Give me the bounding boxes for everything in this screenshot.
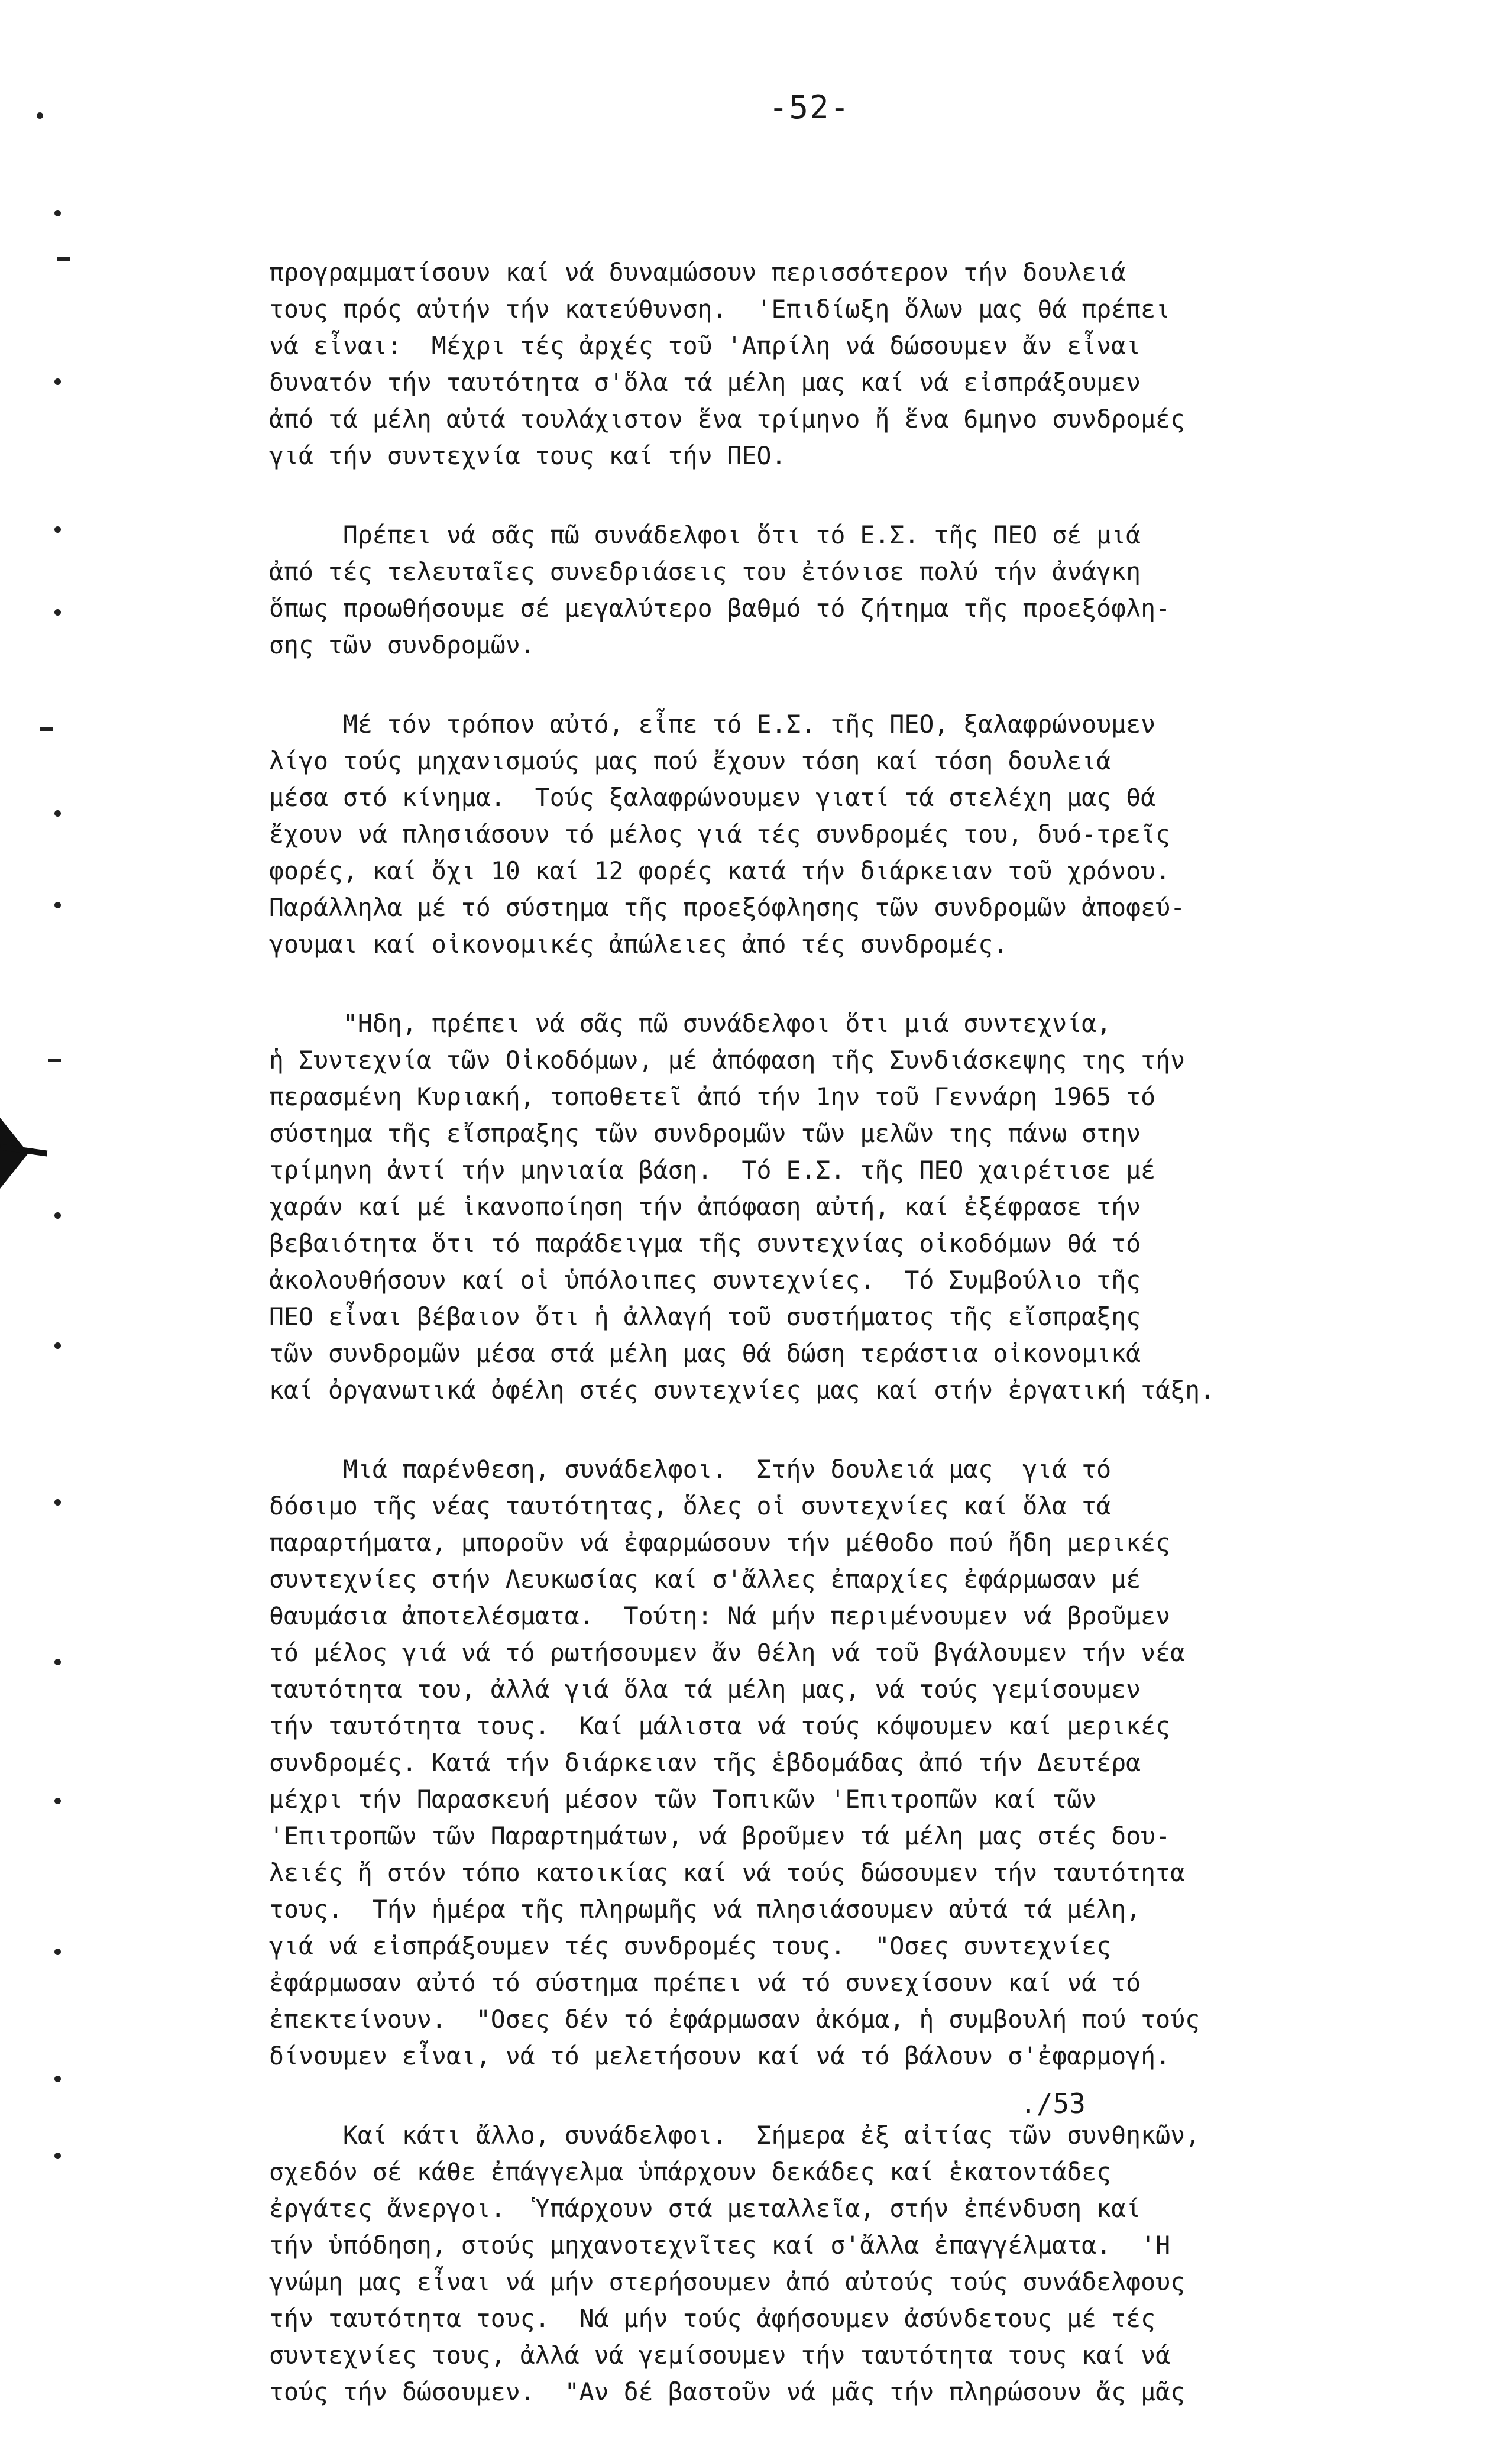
text-line: δυνατόν τήν ταυτότητα σ'ὅλα τά μέλη μας καί νά εἰσπράξουμεν bbox=[269, 368, 1141, 397]
text-line: δίνουμεν εἶναι, νά τό μελετήσουν καί νά τό βάλουν σ'ἐφαρμογή. bbox=[269, 2041, 1171, 2070]
continuation-marker: ./53 bbox=[1020, 2088, 1086, 2119]
margin-mark bbox=[54, 1949, 61, 1955]
text-line: Καί κάτι ἄλλο, συνάδελφοι. Σήμερα ἐξ αἰτίας τῶν συνθηκῶν, bbox=[269, 2121, 1200, 2150]
text-line: θαυμάσια ἀποτελέσματα. Τούτη: Νά μήν περιμένουμεν νά βροῦμεν bbox=[269, 1601, 1171, 1630]
text-line: μέσα στό κίνημα. Τούς ξαλαφρώνουμεν γιατί τά στελέχη μας θά bbox=[269, 783, 1156, 812]
text-line: φορές, καί ὄχι 10 καί 12 φορές κατά τήν διάρκειαν τοῦ χρόνου. bbox=[269, 856, 1171, 885]
text-line: ἀπό τά μέλη αὐτά τουλάχιστον ἕνα τρίμηνο ἤ ἕνα 6μηνο συνδρομές bbox=[269, 404, 1186, 433]
text-line: τήν ταυτότητα τους. Καί μάλιστα νά τούς κόψουμεν καί μερικές bbox=[269, 1711, 1171, 1740]
text-line: ἡ Συντεχνία τῶν Οἰκοδόμων, μέ ἀπόφαση τῆς Συνδιάσκεψης της τήν bbox=[269, 1046, 1186, 1075]
margin-mark bbox=[40, 727, 53, 731]
text-line: Μιά παρένθεση, συνάδελφοι. Στήν δουλειά μας γιά τό bbox=[269, 1455, 1112, 1484]
margin-mark bbox=[54, 609, 61, 616]
text-line: Πρέπει νά σᾶς πῶ συνάδελφοι ὅτι τό Ε.Σ. τῆς ΠΕΟ σέ μιά bbox=[269, 520, 1141, 549]
text-line: παραρτήματα, μποροῦν νά ἐφαρμώσουν τήν μέθοδο πού ἤδη μερικές bbox=[269, 1528, 1171, 1557]
text-line: τους πρός αὐτήν τήν κατεύθυνση. 'Επιδίωξη ὅλων μας θά πρέπει bbox=[269, 295, 1171, 323]
text-line: γουμαι καί οἰκονομικές ἀπώλειες ἀπό τές συνδρομές. bbox=[269, 930, 1008, 959]
margin-mark bbox=[37, 112, 43, 119]
text-line: λίγο τούς μηχανισμούς μας πού ἔχουν τόση καί τόση δουλειά bbox=[269, 746, 1112, 775]
margin-mark bbox=[54, 526, 61, 533]
text-line: ἐργάτες ἄνεργοι. Ὑπάρχουν στά μεταλλεῖα, στήν ἐπένδυση καί bbox=[269, 2194, 1141, 2223]
text-line: ΠΕΟ εἶναι βέβαιον ὅτι ἡ ἀλλαγή τοῦ συστήματος τῆς εἴσπραξης bbox=[269, 1302, 1141, 1331]
text-line: τήν ταυτότητα τους. Νά μήν τούς ἀφήσουμεν ἀσύνδετους μέ τές bbox=[269, 2304, 1156, 2333]
margin-mark bbox=[54, 210, 61, 216]
document-body bbox=[269, 254, 1475, 2453]
text-line: γιά νά εἰσπράξουμεν τές συνδρομές τους. "Οσες συντεχνίες bbox=[269, 1931, 1112, 1960]
margin-mark bbox=[54, 1798, 61, 1804]
paragraph bbox=[269, 1005, 1475, 1409]
margin-mark bbox=[54, 1659, 61, 1665]
margin-mark bbox=[54, 1212, 61, 1219]
text-line: σχεδόν σέ κάθε ἐπάγγελμα ὑπάρχουν δεκάδες καί ἑκατοντάδες bbox=[269, 2157, 1112, 2186]
text-line: χαράν καί μέ ἱκανοποίηση τήν ἀπόφαση αὐτή, καί ἐξέφρασε τήν bbox=[269, 1192, 1141, 1221]
text-line: συντεχνίες τους, ἀλλά νά γεμίσουμεν τήν ταυτότητα τους καί νά bbox=[269, 2341, 1171, 2370]
text-line: νά εἶναι: Μέχρι τές ἀρχές τοῦ 'Απρίλη νά δώσουμεν ἄν εἶναι bbox=[269, 331, 1141, 360]
text-line: περασμένη Κυριακή, τοποθετεῖ ἀπό τήν 1ην τοῦ Γεννάρη 1965 τό bbox=[269, 1082, 1156, 1111]
text-line: τούς τήν δώσουμεν. "Αν δέ βαστοῦν νά μᾶς τήν πληρώσουν ἄς μᾶς bbox=[269, 2377, 1186, 2406]
text-line: τρίμηνη ἀντί τήν μηνιαία βάση. Τό Ε.Σ. τῆς ΠΕΟ χαιρέτισε μέ bbox=[269, 1156, 1156, 1185]
page-number: -52- bbox=[769, 89, 851, 126]
text-line: τό μέλος γιά νά τό ρωτήσουμεν ἄν θέλη νά τοῦ βγάλουμεν τήν νέα bbox=[269, 1638, 1186, 1667]
text-line: σύστημα τῆς εἴσπραξης τῶν συνδρομῶν τῶν μελῶν της πάνω στην bbox=[269, 1119, 1141, 1148]
text-line: ἔχουν νά πλησιάσουν τό μέλος γιά τές συνδρομές του, δυό-τρεῖς bbox=[269, 820, 1171, 849]
margin-mark bbox=[54, 2153, 61, 2159]
text-line: ἀκολουθήσουν καί οἱ ὑπόλοιπες συντεχνίες. Τό Συμβούλιο τῆς bbox=[269, 1266, 1141, 1295]
paragraph bbox=[269, 2117, 1475, 2410]
text-line: τῶν συνδρομῶν μέσα στά μέλη μας θά δώση τεράστια οἰκονομικά bbox=[269, 1339, 1141, 1368]
margin-mark bbox=[54, 1499, 61, 1506]
paragraph bbox=[269, 254, 1475, 474]
paragraph bbox=[269, 517, 1475, 664]
text-line: γιά τήν συντεχνία τους καί τήν ΠΕΟ. bbox=[269, 441, 786, 470]
text-line: τους. Τήν ἡμέρα τῆς πληρωμῆς νά πλησιάσουμεν αὐτά τά μέλη, bbox=[269, 1895, 1141, 1924]
text-line: ὅπως προωθήσουμε σέ μεγαλύτερο βαθμό τό ζήτημα τῆς προεξόφλη- bbox=[269, 594, 1171, 623]
text-line: τήν ὑπόδηση, στούς μηχανοτεχνῖτες καί σ'ἄλλα ἐπαγγέλματα. 'Η bbox=[269, 2231, 1171, 2260]
margin-mark bbox=[54, 1342, 61, 1349]
text-line: "Ηδη, πρέπει νά σᾶς πῶ συνάδελφοι ὅτι μιά συντεχνία, bbox=[269, 1009, 1112, 1038]
text-line: 'Επιτροπῶν τῶν Παραρτημάτων, νά βροῦμεν τά μέλη μας στές δου- bbox=[269, 1821, 1171, 1850]
text-line: προγραμματίσουν καί νά δυναμώσουν περισσότερον τήν δουλειά bbox=[269, 258, 1126, 287]
text-line: συντεχνίες στήν Λευκωσίας καί σ'ἄλλες ἐπαρχίες ἐφάρμωσαν μέ bbox=[269, 1565, 1141, 1594]
text-line: συνδρομές. Κατά τήν διάρκειαν τῆς ἑβδομάδας ἀπό τήν Δευτέρα bbox=[269, 1748, 1141, 1777]
text-line: δόσιμο τῆς νέας ταυτότητας, ὅλες οἱ συντεχνίες καί ὅλα τά bbox=[269, 1491, 1112, 1520]
text-line: γνώμη μας εἶναι νά μήν στερήσουμεν ἀπό αὐτούς τούς συνάδελφους bbox=[269, 2267, 1186, 2296]
text-line: Μέ τόν τρόπον αὐτό, εἶπε τό Ε.Σ. τῆς ΠΕΟ, ξαλαφρώνουμεν bbox=[269, 710, 1156, 739]
margin-mark bbox=[54, 378, 61, 385]
margin-mark bbox=[54, 2076, 61, 2082]
text-line: λειές ἤ στόν τόπο κατοικίας καί νά τούς δώσουμεν τήν ταυτότητα bbox=[269, 1858, 1186, 1887]
text-line: Παράλληλα μέ τό σύστημα τῆς προεξόφλησης τῶν συνδρομῶν ἀποφεύ- bbox=[269, 893, 1186, 922]
text-line: καί ὀργανωτικά ὀφέλη στές συντεχνίες μας καί στήν ἐργατική τάξη. bbox=[269, 1376, 1215, 1405]
margin-mark bbox=[54, 810, 61, 817]
margin-mark bbox=[48, 1059, 61, 1062]
text-line: βεβαιότητα ὅτι τό παράδειγμα τῆς συντεχνίας οἰκοδόμων θά τό bbox=[269, 1229, 1141, 1258]
margin-mark bbox=[54, 902, 61, 908]
paragraph bbox=[269, 706, 1475, 963]
text-line: μέχρι τήν Παρασκευή μέσον τῶν Τοπικῶν 'Επιτροπῶν καί τῶν bbox=[269, 1785, 1097, 1814]
paragraph bbox=[269, 1451, 1475, 2075]
text-line: ἐφάρμωσαν αὐτό τό σύστημα πρέπει νά τό συνεχίσουν καί νά τό bbox=[269, 1968, 1141, 1997]
text-line: σης τῶν συνδρομῶν. bbox=[269, 630, 535, 659]
text-line: ἐπεκτείνουν. "Οσες δέν τό ἐφάρμωσαν ἀκόμα, ἡ συμβουλή πού τούς bbox=[269, 2005, 1200, 2034]
margin-mark bbox=[57, 257, 70, 261]
text-line: ἀπό τές τελευταῖες συνεδριάσεις του ἐτόνισε πολύ τήν ἀνάγκη bbox=[269, 557, 1141, 586]
text-line: ταυτότητα του, ἀλλά γιά ὅλα τά μέλη μας, νά τούς γεμίσουμεν bbox=[269, 1675, 1141, 1704]
